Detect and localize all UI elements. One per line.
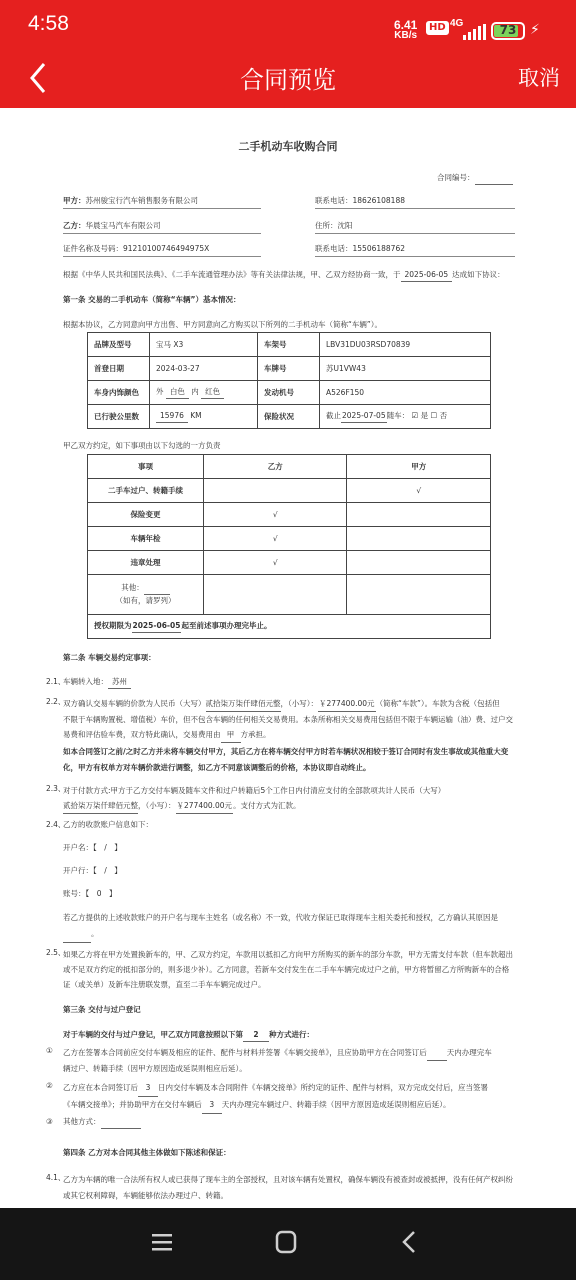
option-2: 乙方应在本合同签订后 3 日内交付车辆及本合同附件《车辆交接单》所约定的证件、配件与材料，双方完成交付后，应当签署 《车辆交接单》；并协助甲方在交付车辆后 3 天内办理完车辆过户、转籍手续（因甲方原因造成延误则相应后延）。 bbox=[63, 1080, 515, 1114]
clause-4-1: 乙方为车辆的唯一合法所有权人或已获得了现车主的全部授权，且对该车辆有处置权，确保车辆没有被查封或被抵押，没有任何产权纠纷 或其它权利障碍，车辆能够依法办理过户、转籍。 bbox=[63, 1175, 513, 1200]
clause-2-2: 双方确认交易车辆的价款为人民币（大写）贰拾柒万柒仟肆佰元整，（小写）：￥277400.00元（简称“车款”）。车款为含税（包括但 不限于车辆购置税、增值税）车价，但不包含车辆的任何相关交易费用。本条所称相关交易费用包括但不限于车辆运输（油）费、过户交 易费和评估验车费，双方特此确认，交易费用由 甲 方承担。 bbox=[63, 696, 515, 743]
option-1: 乙方在签署本合同前应交付车辆及相应的证件、配件与材料并签署《车辆交接单》，且应协助甲方在合同签订后 天内办理完车 辆过户、转籍手续（因甲方原因造成延误则相应后延）。 bbox=[63, 1045, 515, 1076]
table-row: 其他： （如有，请罗列） bbox=[88, 575, 491, 615]
status-bar bbox=[0, 0, 576, 48]
party-a-phone: 联系电话：18626108188 bbox=[315, 195, 515, 207]
battery-icon bbox=[491, 22, 525, 40]
article-4-title: 第四条 乙方对本合同其他主体做如下陈述和保证： bbox=[63, 1148, 231, 1157]
article-1-text: 根据本协议，乙方同意向甲方出售、甲方同意向乙方购买以下所列的二手机动车（简称“车辆”）。 bbox=[63, 320, 383, 329]
nav-bar bbox=[0, 48, 576, 108]
table-row: 车辆年检 √ bbox=[88, 527, 491, 551]
hd-icon: HD bbox=[426, 21, 449, 35]
clause-2-3: 对于付款方式:甲方于乙方交付车辆及随车文件和过户转籍后5个工作日内付清应支付的全部款项共计人民币（大写） 贰拾柒万柒仟肆佰元整，（小写）：￥277400.00元。支付方式为汇款。 bbox=[63, 783, 515, 814]
network-speed: 6.41 KB/s bbox=[394, 18, 418, 41]
page-title: 合同预览 bbox=[240, 66, 336, 94]
option-3: 其他方式： bbox=[63, 1116, 515, 1129]
clause-2-2-bold: 如本合同签订之前/之时乙方并未将车辆交付甲方，其后乙方在将车辆交付甲方时若车辆状况相较于签订合同时有发生事故或其他重大变 化，甲方有权单方对车辆价款进行调整，如乙方不同意该调整后的价格，本协议即自动终止。 bbox=[63, 747, 509, 772]
home-icon[interactable] bbox=[274, 1230, 298, 1254]
party-b-phone: 联系电话：15506188762 bbox=[315, 243, 515, 255]
insurance-no-checkbox: ☐ 否 bbox=[430, 411, 448, 420]
responsibility-table: 事项 乙方 甲方 二手车过户、转籍手续 √ 保险变更 √ 车辆年检 √ 违章处理 √ 其他： （如有，请罗列） 授权期限为2025-06-05起至前述事项办理完毕止。 bbox=[87, 454, 491, 639]
bank-account-number: 账号：【 0 】 bbox=[63, 889, 117, 898]
menu-icon[interactable] bbox=[150, 1230, 174, 1254]
contract-document[interactable]: 二手机动车收购合同 合同编号： 甲方：苏州骏宝行汽车销售服务有限公司 联系电话：18626108188 乙方：华晨宝马汽车有限公司 住所：沈阳 证件名称及号码：91210100746494975X 联系电话：15506188762 根据《中华人民共和国民法典》、《二手车流通管理办法》等有关法律法规，甲、乙双方经协商一致，于 2025-06-05 达成如下协议： 第一条 交易的二手机动车（简称“车辆”）基本情况： 根据本协议，乙方同意向甲方出售、甲方同意向乙方购买以下所列的二手机动车（简称“车辆”）。 品牌及型号 宝马 X3 车架号 LBV31DU03RSD70839 首登日期 2024-03-27 车牌号 苏U1VW43 车身内饰颜色 外 白色 内 红色 发动机号 A526F150 已行驶公里数 15976 KM 保险状况 截止2025-07-05随车： ☑ 是 ☐ 否 甲乙双方约定，如下事项由以下勾选的一方负责 事项 乙方 甲方 二手车过户、转籍手续 √ 保险变更 √ 车辆年检 √ 违章处理 √ 其他： （如有，请罗列） 授权期限为2025-06-05起至前述事项办理完毕止。 第二条 车辆交易约定事项： 2.1、 车辆转入地： 苏州 2.2、 双方确认交易车辆的价款为人民币（大写）贰拾柒万柒仟肆佰元整，（小写）：￥277400.00元（简称“车款”）。车款为含税（包括但 不限于车辆购置税、增值税）车价，但不包含车辆的任何相关交易费用。本条所称相关交易费用包括但不限于车辆运输（油）费、过户交 易费和评估验车费，双方特此确认，交易费用由 甲 方承担。 如本合同签订之前/之时乙方并未将车辆交付甲方，其后乙方在将车辆交付甲方时若车辆状况相较于签订合同时有发生事故或其他重大变 化，甲方有权单方对车辆价款进行调整，如乙方不同意该调整后的价格，本协议即自动终止。 2.3、 对于付款方式:甲方于乙方交付车辆及随车文件和过户转籍后5个工作日内付清应支付的全部款项共计人民币（大写） 贰拾柒万柒仟肆佰元整，（小写）：￥277400.00元。支付方式为汇款。 2.4、 乙方的收款账户信息如下： 开户名：【 / 】 开户行：【 / 】 账号：【 0 】 若乙方提供的上述收款账户的开户名与现车主姓名（或名称）不一致，代收方保证已取得现车主相关委托和授权，乙方确认其原因是 。 2.5、 如果乙方将在甲方处置换新车的，甲、乙双方约定，车款用以抵扣乙方向甲方所购买的新车的部分车款，甲方无需支付车款（但车款超出 或不足双方约定的抵扣部分的，则多退少补）。乙方同意，若新车交付发生在二手车车辆完成过户之前，甲方将暂留乙方所购新车的合格 证（或关单）及新车注册联发票，直至二手车车辆完成过户。 第三条 交付与过户登记 对于车辆的交付与过户登记，甲乙双方同意按照以下第 2 种方式进行： ① 乙方在签署本合同前应交付车辆及相应的证件、配件与材料并签署《车辆交接单》，且应协助甲方在合同签订后 天内办理完车 辆过户、转籍手续（因甲方原因造成延误则相应后延）。 ② 乙方应在本合同签订后 3 日内交付车辆及本合同附件《车辆交接单》所约定的证件、配件与材料，双方完成交付后，应当签署 《车辆交接单》；并协助甲方在交付车辆后 3 天内办理完车辆过户、转籍手续（因甲方原因造成延误则相应后延）。 ③ 其他方式： 第四条 乙方对本合同其他主体做如下陈述和保证： 4.1、 乙方为车辆的唯一合法所有权人或已获得了现车主的全部授权，且对该车辆有处置权，确保车辆没有被查封或被抵押，没有任何产权纠纷 或其它权利障碍，车辆能够依法办理过户、转籍。 bbox=[0, 108, 576, 1208]
charging-icon: ⚡ bbox=[530, 22, 540, 38]
insurance-yes-checkbox: ☑ 是 bbox=[411, 411, 429, 420]
party-a: 甲方：苏州骏宝行汽车销售服务有限公司 bbox=[63, 195, 263, 207]
contract-title: 二手机动车收购合同 bbox=[238, 140, 338, 153]
article-3-intro: 对于车辆的交付与过户登记，甲乙双方同意按照以下第 2 种方式进行： bbox=[63, 1029, 515, 1042]
signal-icon bbox=[462, 24, 486, 40]
party-b: 乙方：华晨宝马汽车有限公司 bbox=[63, 220, 263, 232]
cancel-button[interactable]: 取消 bbox=[518, 66, 560, 90]
table-row: 违章处理 √ bbox=[88, 551, 491, 575]
article-1-title: 第一条 交易的二手机动车（简称“车辆”）基本情况： bbox=[63, 295, 241, 304]
bank-name: 开户行：【 / 】 bbox=[63, 866, 122, 875]
table-row: 二手车过户、转籍手续 √ bbox=[88, 479, 491, 503]
clause-2-4: 乙方的收款账户信息如下： bbox=[63, 820, 153, 829]
party-b-address: 住所：沈阳 bbox=[315, 220, 515, 232]
article-2-title: 第二条 车辆交易约定事项： bbox=[63, 653, 156, 662]
system-nav-bar bbox=[0, 1208, 576, 1280]
table-row: 授权期限为2025-06-05起至前述事项办理完毕止。 bbox=[88, 615, 491, 639]
article-3-title: 第三条 交付与过户登记 bbox=[63, 1005, 141, 1014]
network-type: 4G bbox=[450, 18, 464, 29]
party-b-id: 证件名称及号码：91210100746494975X bbox=[63, 243, 263, 255]
clause-2-5: 如果乙方将在甲方处置换新车的，甲、乙双方约定，车款用以抵扣乙方向甲方所购买的新车的部分车款，甲方无需支付车款（但车款超出 或不足双方约定的抵扣部分的，则多退少补）。乙方同意，若新车交付发生在二手车车辆完成过户之前，甲方将暂留乙方所购新车的合格 证（或关单）及新车注册联发票，直至二手车车辆完成过户。 bbox=[63, 950, 513, 989]
battery-level: 73 bbox=[499, 23, 517, 37]
responsibility-intro: 甲乙双方约定，如下事项由以下勾选的一方负责 bbox=[63, 441, 221, 450]
clause-2-1: 车辆转入地： 苏州 bbox=[63, 676, 515, 689]
intro-paragraph: 根据《中华人民共和国民法典》、《二手车流通管理办法》等有关法律法规，甲、乙双方经协商一致，于 2025-06-05 达成如下协议： bbox=[63, 269, 515, 282]
status-time: 4:58 bbox=[28, 12, 69, 35]
contract-no: 合同编号： bbox=[437, 172, 513, 185]
vehicle-info-table: 品牌及型号 宝马 X3 车架号 LBV31DU03RSD70839 首登日期 2024-03-27 车牌号 苏U1VW43 车身内饰颜色 外 白色 内 红色 发动机号 A526F150 已行驶公里数 15976 KM 保险状况 截止2025-07-05随车： ☑ 是 ☐ 否 bbox=[87, 332, 491, 429]
bank-note: 若乙方提供的上述收款账户的开户名与现车主姓名（或名称）不一致，代收方保证已取得现车主相关委托和授权，乙方确认其原因是 。 bbox=[63, 910, 515, 943]
table-row: 保险变更 √ bbox=[88, 503, 491, 527]
bank-account-name: 开户名：【 / 】 bbox=[63, 843, 122, 852]
back-nav-icon[interactable] bbox=[398, 1230, 422, 1254]
